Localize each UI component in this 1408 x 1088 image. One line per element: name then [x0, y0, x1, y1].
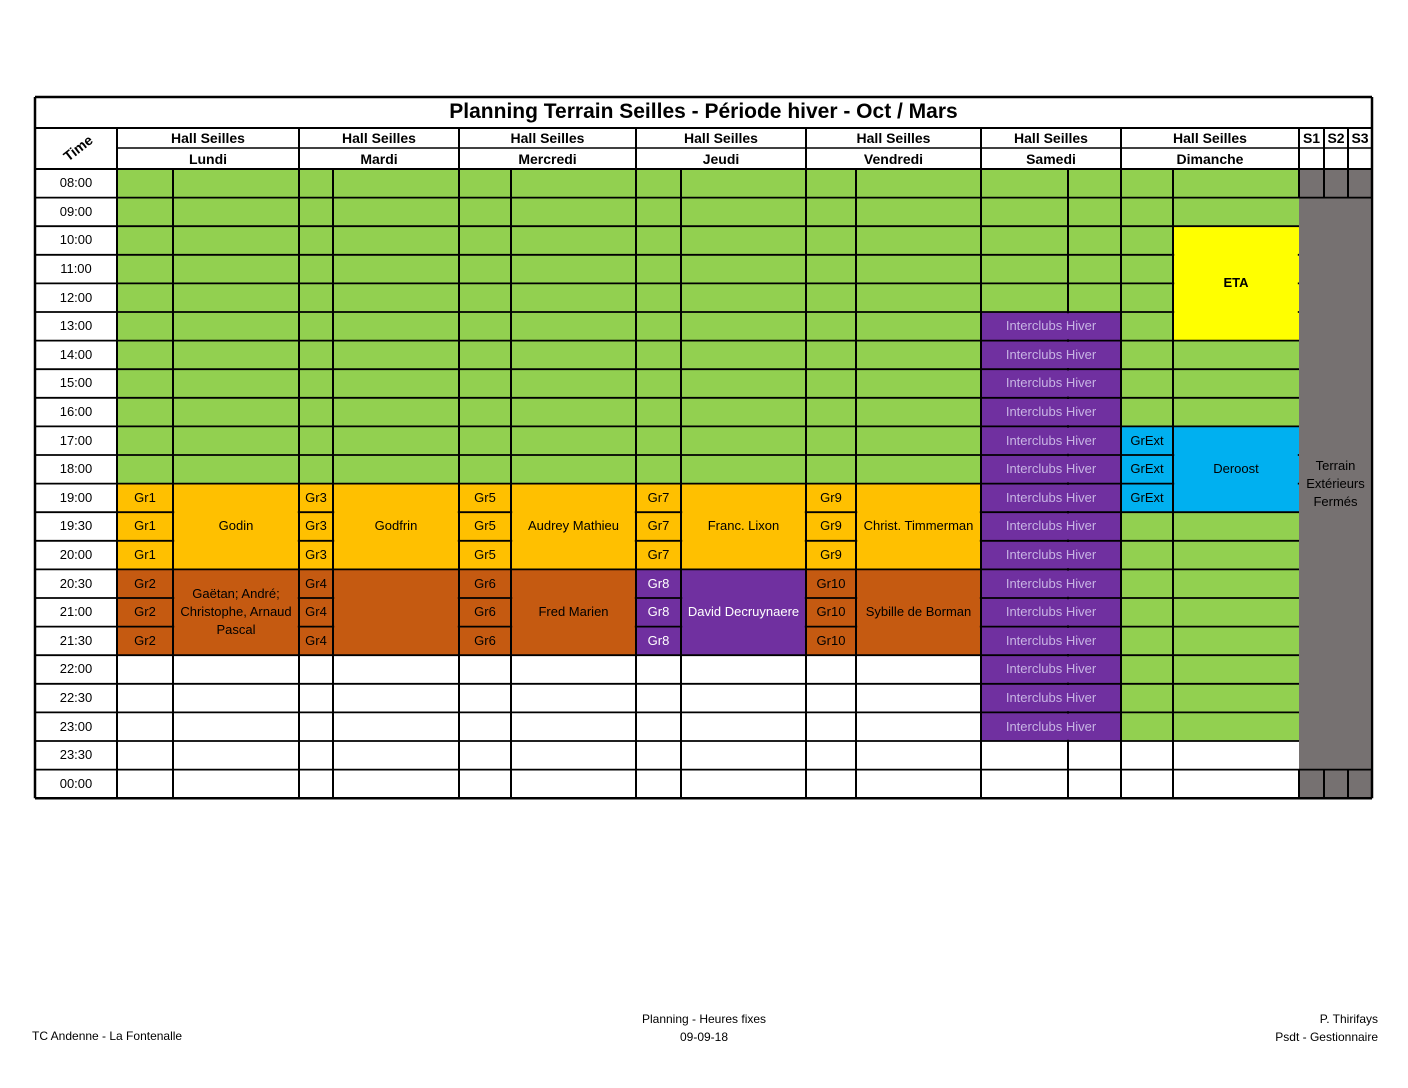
schedule-block: Interclubs Hiver: [1005, 346, 1097, 362]
day-header: Samedi: [1026, 150, 1076, 167]
footer-document-name: Planning - Heures fixes: [641, 1012, 767, 1026]
time-label: 22:30: [59, 690, 93, 706]
schedule-block: Gr6: [474, 575, 496, 591]
schedule-block: Gr10: [816, 575, 846, 591]
time-label: 20:00: [59, 547, 93, 563]
day-header: Mardi: [360, 150, 398, 167]
schedule-block: Interclubs Hiver: [1005, 661, 1097, 677]
schedule-block: Godin: [218, 518, 254, 534]
time-label: 18:00: [59, 461, 93, 477]
time-label: 13:00: [59, 318, 93, 334]
time-label: 09:00: [59, 203, 93, 219]
schedule-block: Interclubs Hiver: [1005, 318, 1097, 334]
hall-header: Hall Seilles: [171, 130, 245, 146]
schedule-block: Gr10: [816, 604, 846, 620]
schedule-block: Fred Marien: [538, 604, 609, 620]
schedule-block: Interclubs Hiver: [1005, 690, 1097, 706]
time-label: 20:30: [59, 575, 93, 591]
schedule-block: Deroost: [1213, 461, 1259, 477]
footer-author: P. Thirifays: [1319, 1012, 1378, 1026]
time-label: 14:00: [59, 346, 93, 362]
day-header: Lundi: [188, 150, 228, 167]
schedule-block: Interclubs Hiver: [1005, 718, 1097, 734]
schedule-block: Gr7: [647, 518, 670, 534]
schedule-block: Franc. Lixon: [707, 518, 780, 534]
schedule-block: Gr3: [305, 547, 327, 563]
time-label: 21:00: [59, 604, 93, 620]
schedule-block: Gr5: [474, 547, 496, 563]
day-header: Vendredi: [863, 150, 924, 167]
schedule-block: Gr7: [647, 547, 670, 563]
schedule-block: Interclubs Hiver: [1005, 432, 1097, 448]
time-label: 23:00: [59, 718, 93, 734]
time-label: 22:00: [59, 661, 93, 677]
footer-role: Psdt - Gestionnaire: [1275, 1030, 1378, 1044]
time-label: 23:30: [59, 747, 93, 763]
time-label: 11:00: [60, 261, 92, 277]
schedule-block: Christ. Timmerman: [863, 518, 974, 534]
schedule-block: Gr1: [134, 489, 156, 505]
schedule-block: Gr10: [816, 632, 846, 648]
schedule-block: Gaëtan; André; Christophe, Arnaud Pascal: [180, 586, 292, 638]
schedule-block: Interclubs Hiver: [1005, 518, 1097, 534]
time-header: Time: [60, 131, 96, 165]
schedule-block: Terrain Extérieurs Fermés: [1306, 457, 1365, 509]
time-label: 19:00: [59, 489, 93, 505]
schedule-block: Gr7: [647, 489, 670, 505]
schedule-block: Gr8: [647, 604, 670, 620]
schedule-block: Gr2: [134, 575, 156, 591]
hall-header: Hall Seilles: [510, 130, 585, 146]
schedule-block: ETA: [1223, 275, 1249, 291]
extra-col-header: S1: [1302, 130, 1321, 146]
time-label: 21:30: [59, 632, 93, 648]
schedule-block: Gr9: [820, 547, 842, 563]
schedule-block: GrExt: [1130, 432, 1164, 448]
schedule-block: GrExt: [1130, 489, 1164, 505]
schedule-block: Audrey Mathieu: [527, 518, 620, 534]
schedule-block: David Decruynaere: [687, 604, 800, 620]
time-label: 16:00: [59, 404, 93, 420]
footer-center: [604, 1010, 804, 1046]
schedule-block: GrExt: [1130, 461, 1164, 477]
time-label: 17:00: [59, 432, 93, 448]
schedule-block: Interclubs Hiver: [1005, 489, 1097, 505]
schedule-block: Gr1: [134, 518, 156, 534]
schedule-block: Gr5: [474, 489, 496, 505]
day-header: Dimanche: [1176, 150, 1244, 167]
schedule-block: Gr9: [820, 489, 842, 505]
day-header: Mercredi: [518, 150, 577, 167]
schedule-block: Interclubs Hiver: [1005, 404, 1097, 420]
schedule-block: Interclubs Hiver: [1005, 547, 1097, 563]
hall-header: Hall Seilles: [684, 130, 758, 146]
time-label: 10:00: [59, 232, 93, 248]
time-label: 08:00: [59, 175, 93, 191]
schedule-block: Gr9: [820, 518, 842, 534]
schedule-block: Godfrin: [374, 518, 418, 534]
extra-col-header: S3: [1351, 130, 1369, 146]
schedule-block: Gr6: [474, 632, 496, 648]
day-header: Jeudi: [702, 150, 740, 167]
schedule-block: Gr2: [134, 604, 156, 620]
schedule-block: Interclubs Hiver: [1005, 575, 1097, 591]
footer-date: 09-09-18: [679, 1030, 729, 1044]
schedule-block: Sybille de Borman: [865, 604, 972, 620]
schedule-block: Gr8: [647, 632, 670, 648]
schedule-block: Interclubs Hiver: [1005, 604, 1097, 620]
time-label: 19:30: [59, 518, 93, 534]
footer-right: [1178, 1010, 1378, 1046]
time-label: 15:00: [59, 375, 93, 391]
schedule-block: Gr3: [305, 489, 327, 505]
schedule-block: Gr4: [305, 575, 327, 591]
merge-cover: [334, 571, 458, 654]
hall-header: Hall Seilles: [1014, 130, 1088, 146]
schedule-block: Gr8: [647, 575, 670, 591]
schedule-block: Interclubs Hiver: [1005, 375, 1097, 391]
schedule-block: Gr5: [474, 518, 496, 534]
schedule-block: Interclubs Hiver: [1005, 461, 1097, 477]
schedule-block: Gr4: [305, 632, 327, 648]
time-label: 12:00: [59, 289, 93, 305]
club-name: TC Andenne - La Fontenalle: [32, 1029, 183, 1043]
time-label: 00:00: [59, 775, 93, 791]
schedule-block: Gr2: [134, 632, 156, 648]
extra-col-header: S2: [1327, 130, 1345, 146]
hall-header: Hall Seilles: [1173, 130, 1247, 146]
schedule-block: Interclubs Hiver: [1005, 632, 1097, 648]
schedule-block: Gr6: [474, 604, 496, 620]
page-title: Planning Terrain Seilles - Période hiver - Oct / Mars: [449, 100, 958, 123]
schedule-block: Gr4: [305, 604, 327, 620]
hall-header: Hall Seilles: [856, 130, 931, 146]
schedule-block: Gr3: [305, 518, 327, 534]
schedule-block: Gr1: [134, 547, 156, 563]
hall-header: Hall Seilles: [342, 130, 416, 146]
sunday-green-zone: [1121, 484, 1299, 741]
footer-left: [32, 1027, 182, 1045]
